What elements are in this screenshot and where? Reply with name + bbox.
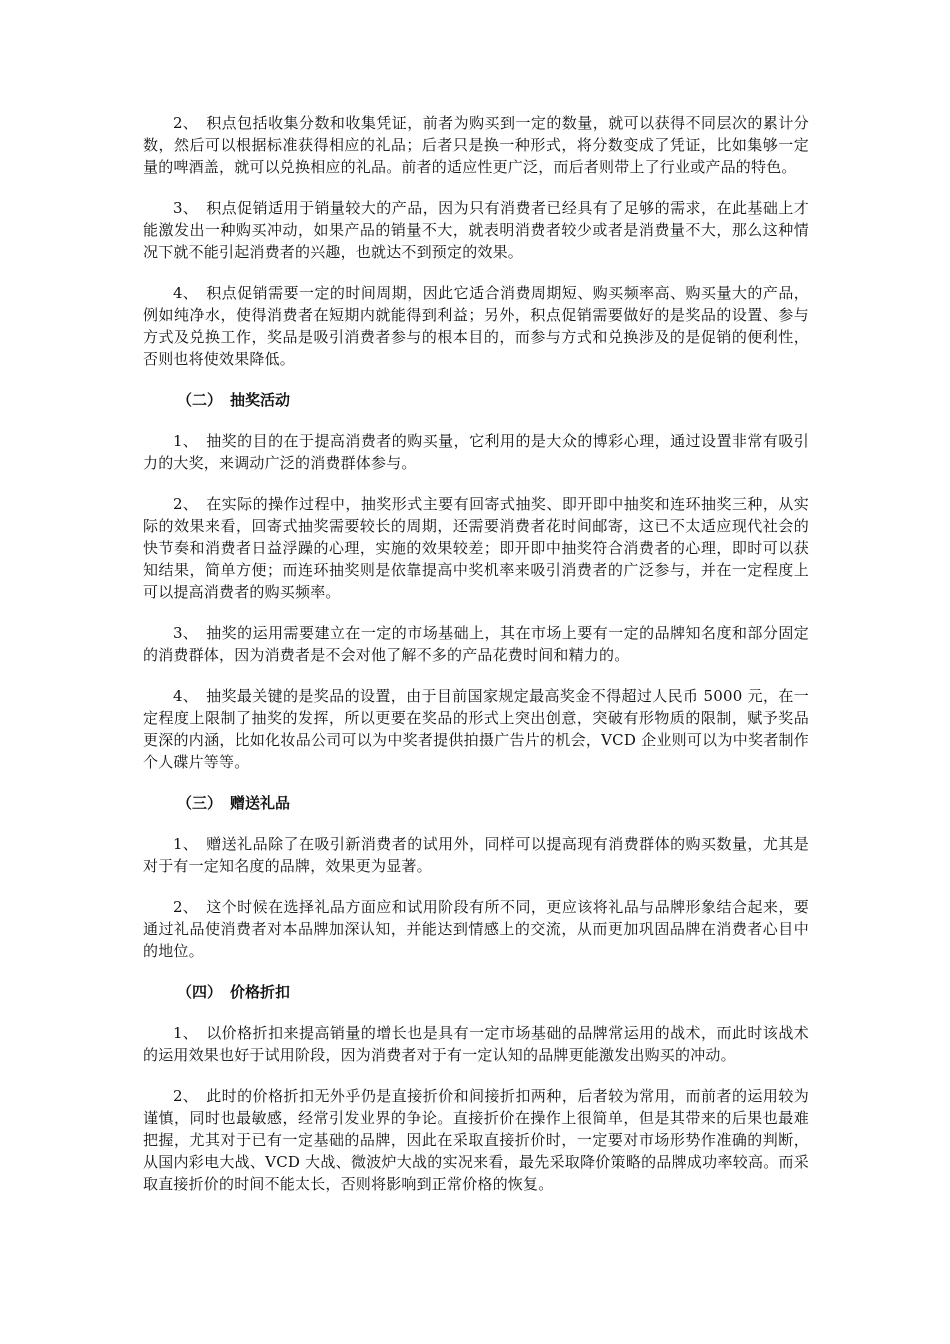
- section-heading: [143, 389, 809, 411]
- paragraph-text: 积点包括收集分数和收集凭证，前者为购买到一定的数量，就可以获得不同层次的累计分数，然后可以根据标准获得相应的礼品；后者只是换一种形式，将分数变成了凭证，比如集够一定量的啤酒盖，就可以兑换相应的礼品。前者的适应性更广泛，而后者则带上了行业或产品的特色。: [143, 114, 809, 176]
- paragraph-number: 1、: [173, 835, 198, 853]
- paragraph-text: 积点促销适用于销量较大的产品，因为只有消费者已经具有了足够的需求，在此基础上才能激发出一种购买冲动，如果产品的销量不大，就表明消费者较少或者是消费量不大，那么这种情况下就不能引起消费者的兴趣，也就达不到预定的效果。: [143, 199, 809, 261]
- section-heading-text: 价格折扣: [230, 983, 291, 1001]
- paragraph: [143, 112, 809, 178]
- paragraph: [143, 282, 809, 370]
- paragraph-number: 4、: [173, 687, 198, 705]
- paragraph: [143, 622, 809, 666]
- section-heading-number: （三）: [177, 794, 223, 812]
- paragraph-number: 1、: [173, 1024, 198, 1042]
- section-heading: [143, 981, 809, 1003]
- paragraph: [143, 1022, 809, 1066]
- section-heading-text: 赠送礼品: [230, 794, 291, 812]
- paragraph-number: 2、: [173, 898, 198, 916]
- paragraph-number: 2、: [173, 495, 198, 513]
- paragraph-text: 抽奖的目的在于提高消费者的购买量，它利用的是大众的博彩心理，通过设置非常有吸引力的大奖，来调动广泛的消费群体参与。: [143, 432, 809, 472]
- paragraph-text: 在实际的操作过程中，抽奖形式主要有回寄式抽奖、即开即中抽奖和连环抽奖三种，从实际的效果来看，回寄式抽奖需要较长的周期，还需要消费者花时间邮寄，这已不太适应现代社会的快节奏和消费者日益浮躁的心理，实施的效果较差；即开即中抽奖符合消费者的心理，即时可以获知结果，简单方便；而连环抽奖则是依靠提高中奖机率来吸引消费者的广泛参与，并在一定程度上可以提高消费者的购买频率。: [143, 495, 809, 601]
- paragraph: [143, 1085, 809, 1195]
- paragraph-text: 抽奖的运用需要建立在一定的市场基础上，其在市场上要有一定的品牌知名度和部分固定的消费群体，因为消费者是不会对他了解不多的产品花费时间和精力的。: [143, 624, 809, 664]
- section-heading: [143, 792, 809, 814]
- section-heading-number: （四）: [177, 983, 223, 1001]
- paragraph-number: 3、: [173, 199, 198, 217]
- paragraph: [143, 430, 809, 474]
- paragraph-number: 1、: [173, 432, 198, 450]
- paragraph-number: 3、: [173, 624, 198, 642]
- paragraph-text: 以价格折扣来提高销量的增长也是具有一定市场基础的品牌常运用的战术，而此时该战术的运用效果也好于试用阶段，因为消费者对于有一定认知的品牌更能激发出购买的冲动。: [143, 1024, 809, 1064]
- paragraph-text: 抽奖最关键的是奖品的设置，由于目前国家规定最高奖金不得超过人民币 5000 元，在一定程度上限制了抽奖的发挥，所以更要在奖品的形式上突出创意，突破有形物质的限制，赋予奖品更深的内涵，比如化妆品公司可以为中奖者提供拍摄广告片的机会，VCD 企业则可以为中奖者制作个人碟片等等。: [143, 687, 809, 771]
- paragraph: [143, 896, 809, 962]
- paragraph: [143, 833, 809, 877]
- section-heading-text: 抽奖活动: [230, 391, 291, 409]
- paragraph: [143, 197, 809, 263]
- paragraph-text: 这个时候在选择礼品方面应和试用阶段有所不同，更应该将礼品与品牌形象结合起来，要通过礼品使消费者对本品牌加深认知，并能达到情感上的交流，从而更加巩固品牌在消费者心目中的地位。: [143, 898, 809, 960]
- paragraph-number: 2、: [173, 1087, 198, 1105]
- paragraph: [143, 685, 809, 773]
- document-page: [143, 112, 809, 1214]
- paragraph-text: 积点促销需要一定的时间周期，因此它适合消费周期短、购买频率高、购买量大的产品，例如纯净水，使得消费者在短期内就能得到利益；另外，积点促销需要做好的是奖品的设置、参与方式及兑换工作，奖品是吸引消费者参与的根本目的，而参与方式和兑换涉及的是促销的便利性，否则也将使效果降低。: [143, 284, 809, 368]
- paragraph-text: 此时的价格折扣无外乎仍是直接折价和间接折扣两种，后者较为常用，而前者的运用较为谨慎，同时也最敏感，经常引发业界的争论。直接折价在操作上很简单，但是其带来的后果也最难把握，尤其对于已有一定基础的品牌，因此在采取直接折价时，一定要对市场形势作准确的判断，从国内彩电大战、VCD 大战、微波炉大战的实况来看，最先采取降价策略的品牌成功率较高。而采取直接折价的时间不能太长，否则将影响到正常价格的恢复。: [143, 1087, 809, 1193]
- section-heading-number: （二）: [177, 391, 223, 409]
- paragraph-number: 2、: [173, 114, 198, 132]
- paragraph-text: 赠送礼品除了在吸引新消费者的试用外，同样可以提高现有消费群体的购买数量，尤其是对于有一定知名度的品牌，效果更为显著。: [143, 835, 809, 875]
- paragraph: [143, 493, 809, 603]
- paragraph-number: 4、: [173, 284, 198, 302]
